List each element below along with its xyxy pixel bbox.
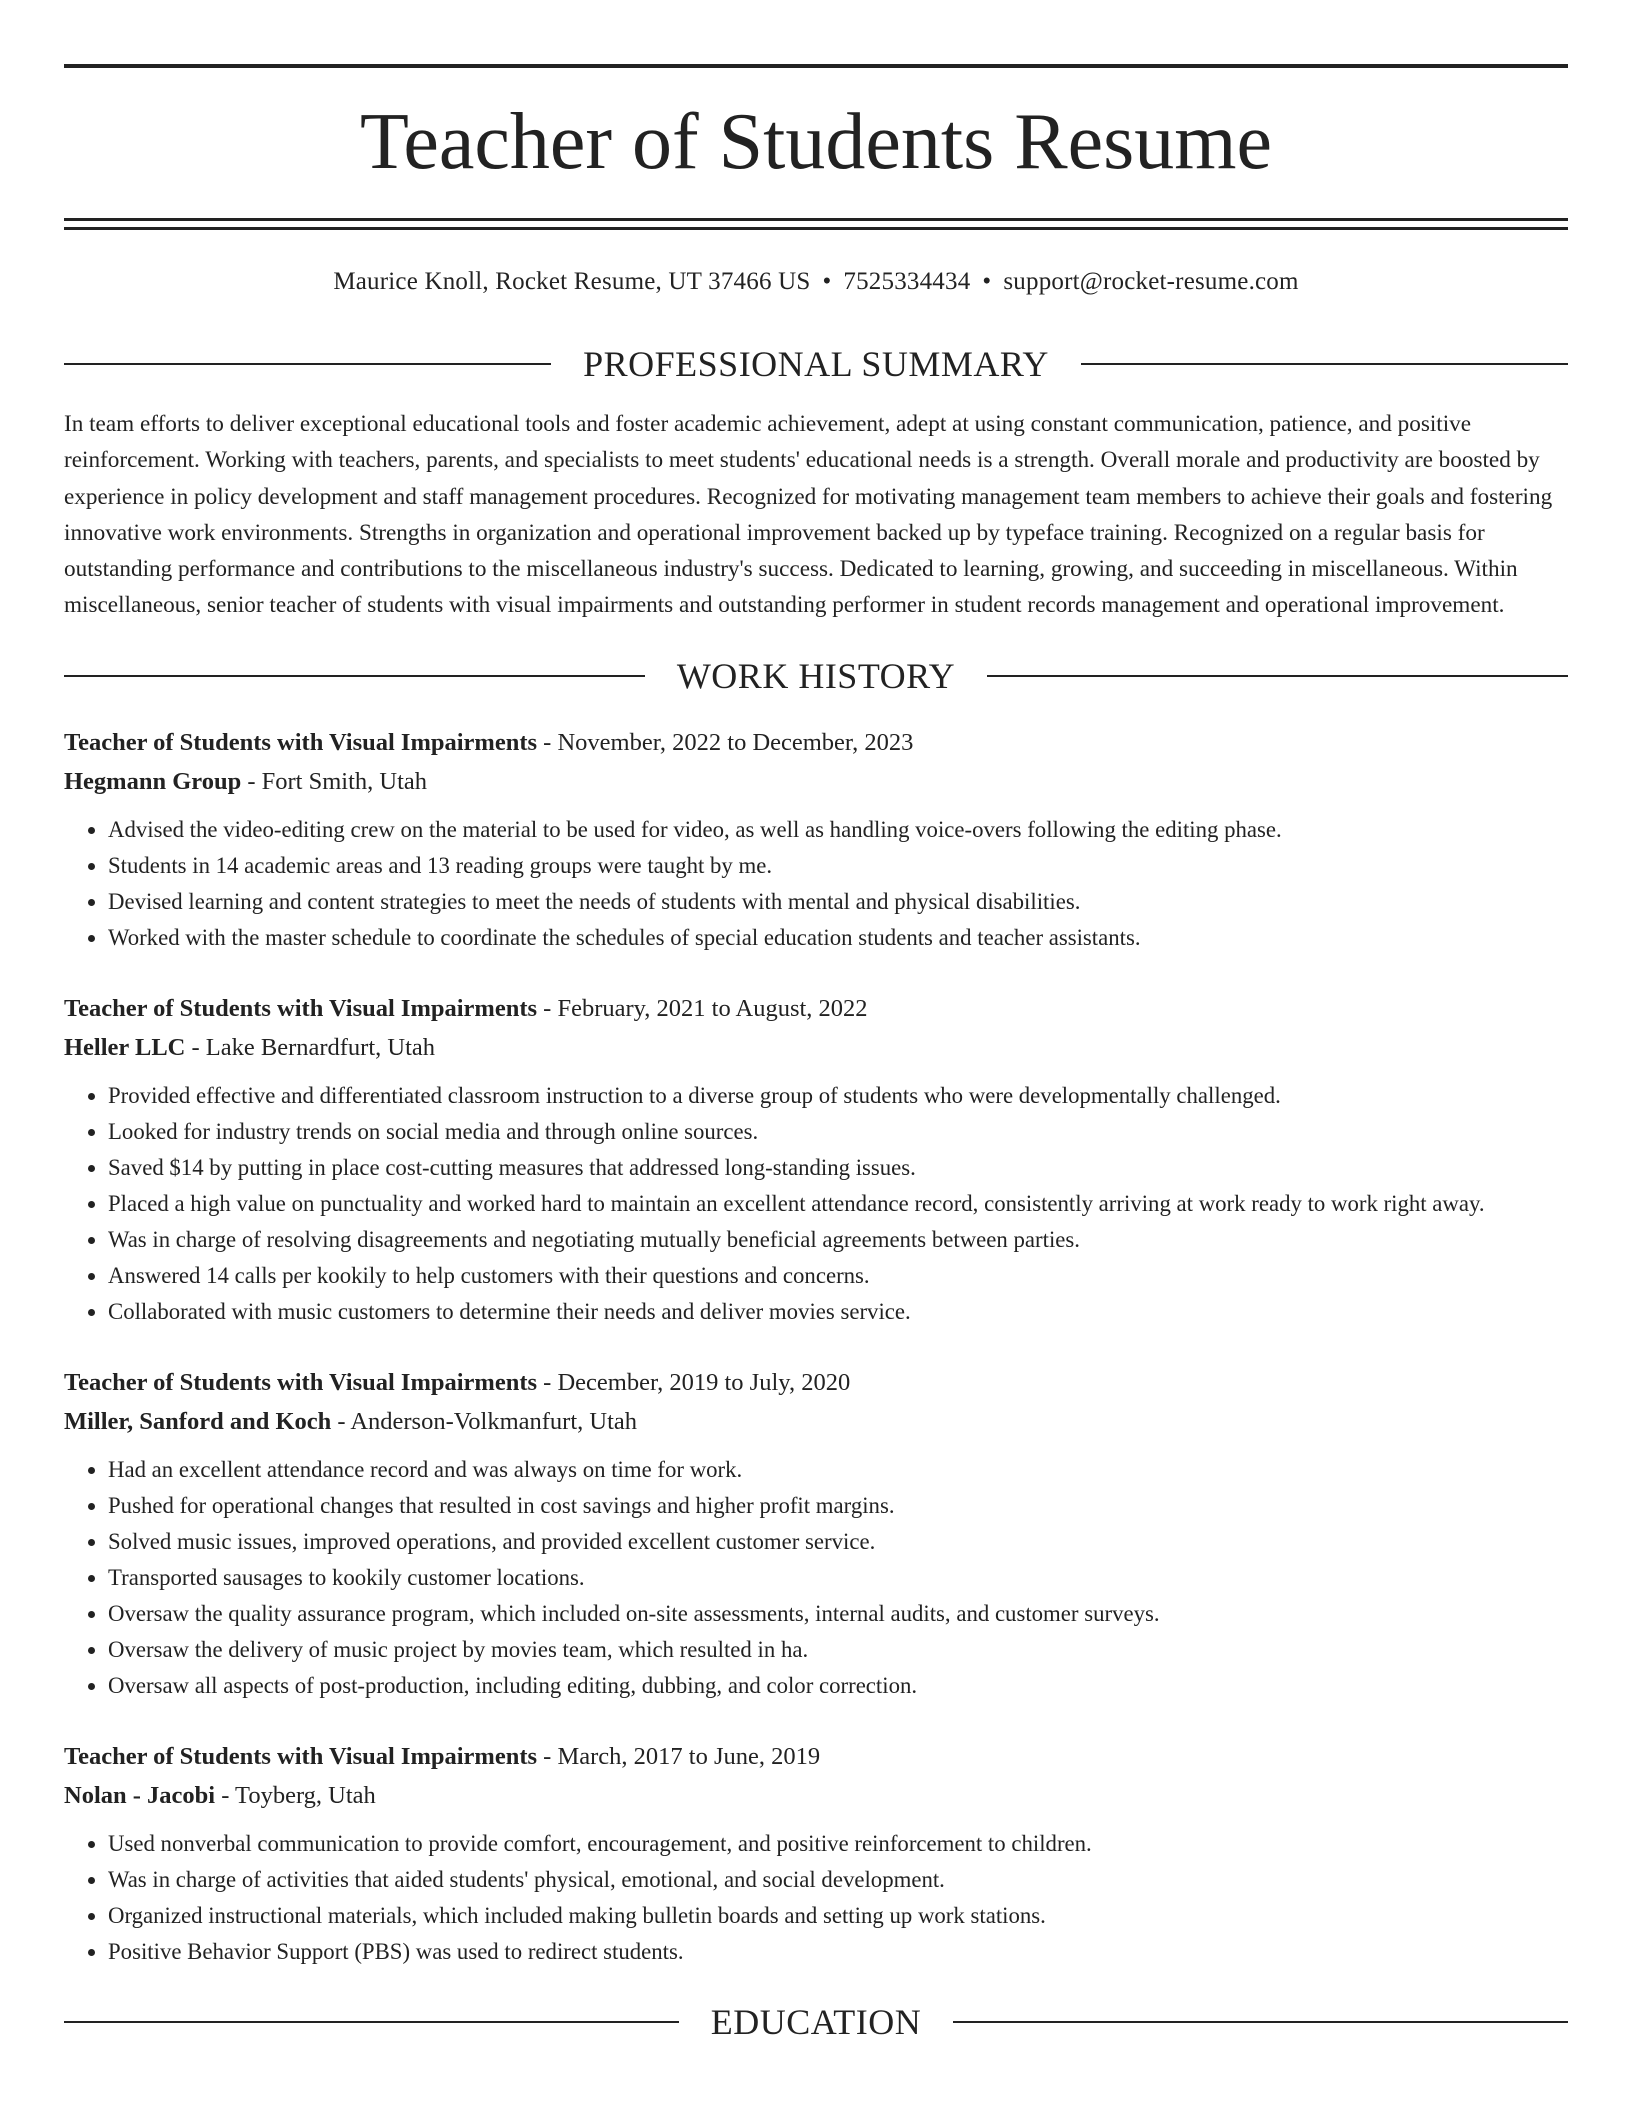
section-title: PROFESSIONAL SUMMARY <box>583 344 1049 384</box>
job-company-line <box>64 1028 1568 1068</box>
job-bullets <box>64 812 1568 956</box>
section-rule-left <box>64 2021 679 2023</box>
section-header-summary <box>64 342 1568 386</box>
job-bullet: • Organized instructional materials, which included making bulletin boards and setting up work stations. <box>108 1898 1568 1934</box>
contact-address: Maurice Knoll, Rocket Resume, UT 37466 US <box>333 268 811 295</box>
job-location: - Toyberg, Utah <box>215 1781 376 1809</box>
job-title-line <box>64 990 1568 1028</box>
summary-paragraph: In team efforts to deliver exceptional educational tools and foster academic achievement, adept at using constant communication, patience, and positive reinforcement. Working with teachers, parents, and specialists to meet students' educational needs is a strength. Overall morale and productivity are boosted by experience in policy development and staff management procedures. Recognized for motivating management team members to achieve their goals and fostering innovative work environments. Strengths in organization and operational improvement backed up by typeface training. Recognized on a regular basis for outstanding performance and contributions to the miscellaneous industry's success. Dedicated to learning, growing, and succeeding in miscellaneous. Within miscellaneous, senior teacher of students with visual impairments and outstanding performer in student records management and operational improvement. <box>64 411 1553 619</box>
job-bullet: • Oversaw all aspects of post-production, including editing, dubbing, and color correction. <box>108 1668 1568 1704</box>
job-bullet: • Advised the video-editing crew on the material to be used for video, as well as handling voice-overs following the editing phase. <box>108 812 1568 848</box>
job-dates: - December, 2019 to July, 2020 <box>537 1368 851 1396</box>
job-bullet: • Students in 14 academic areas and 13 reading groups were taught by me. <box>108 848 1568 884</box>
job-title: Teacher of Students with Visual Impairments <box>64 728 538 756</box>
job-company-line <box>64 762 1568 802</box>
job-bullet: • Oversaw the quality assurance program, which included on-site assessments, internal audits, and customer surveys. <box>108 1596 1568 1632</box>
job-bullet: • Was in charge of resolving disagreements and negotiating mutually beneficial agreements between parties. <box>108 1222 1568 1258</box>
job-company: Hegmann Group <box>64 767 242 795</box>
job-bullet: • Worked with the master schedule to coordinate the schedules of special education students and teacher assistants. <box>108 920 1568 956</box>
job-title: Teacher of Students with Visual Impairments <box>64 1368 538 1396</box>
section-rule-right <box>1081 363 1568 365</box>
job-bullet: • Pushed for operational changes that resulted in cost savings and higher profit margins. <box>108 1488 1568 1524</box>
job-bullet: • Oversaw the delivery of music project by movies team, which resulted in ha. <box>108 1632 1568 1668</box>
job-entry <box>64 990 1568 1330</box>
job-dates: - March, 2017 to June, 2019 <box>537 1742 821 1770</box>
contact-line <box>64 266 1568 298</box>
section-title: EDUCATION <box>710 2001 922 2042</box>
job-location: - Lake Bernardfurt, Utah <box>185 1033 436 1061</box>
job-entry <box>64 1364 1568 1704</box>
job-entry <box>64 724 1568 956</box>
job-bullet: • Was in charge of activities that aided students' physical, emotional, and social development. <box>108 1862 1568 1898</box>
job-entry <box>64 1738 1568 1970</box>
job-location: - Anderson-Volkmanfurt, Utah <box>331 1407 638 1435</box>
contact-separator: • <box>982 268 992 295</box>
job-company: Nolan - Jacobi <box>64 1781 216 1809</box>
job-title-line <box>64 1738 1568 1776</box>
section-header-work-history <box>64 654 1568 698</box>
resume-title: Teacher of Students Resume <box>360 98 1272 186</box>
job-bullets <box>64 1078 1568 1330</box>
section-rule-right <box>987 675 1568 677</box>
job-bullet: • Looked for industry trends on social media and through online sources. <box>108 1114 1568 1150</box>
contact-email: support@rocket-resume.com <box>1003 268 1299 295</box>
job-title: Teacher of Students with Visual Impairments <box>64 994 538 1022</box>
job-dates: - November, 2022 to December, 2023 <box>537 728 914 756</box>
job-bullet: • Devised learning and content strategies to meet the needs of students with mental and physical disabilities. <box>108 884 1568 920</box>
section-header-education <box>64 2000 1568 2044</box>
job-bullet: • Solved music issues, improved operations, and provided excellent customer service. <box>108 1524 1568 1560</box>
contact-separator: • <box>822 268 832 295</box>
job-title-line <box>64 724 1568 762</box>
section-rule-right <box>953 2021 1568 2023</box>
section-rule-left <box>64 675 645 677</box>
job-bullet: • Used nonverbal communication to provide comfort, encouragement, and positive reinforcement to children. <box>108 1826 1568 1862</box>
job-company-line <box>64 1402 1568 1442</box>
job-title-line <box>64 1364 1568 1402</box>
job-company: Heller LLC <box>64 1033 186 1061</box>
title-double-rule <box>64 218 1568 230</box>
job-bullet: • Had an excellent attendance record and was always on time for work. <box>108 1452 1568 1488</box>
job-company: Miller, Sanford and Koch <box>64 1407 332 1435</box>
job-bullets <box>64 1826 1568 1970</box>
contact-phone: 7525334434 <box>843 268 971 295</box>
job-company-line <box>64 1776 1568 1816</box>
job-title: Teacher of Students with Visual Impairments <box>64 1742 538 1770</box>
job-bullet: • Answered 14 calls per kookily to help customers with their questions and concerns. <box>108 1258 1568 1294</box>
top-rule <box>64 64 1568 68</box>
job-bullet: • Positive Behavior Support (PBS) was used to redirect students. <box>108 1934 1568 1970</box>
job-bullet: • Saved $14 by putting in place cost-cutting measures that addressed long-standing issues. <box>108 1150 1568 1186</box>
job-bullets <box>64 1452 1568 1704</box>
job-dates: - February, 2021 to August, 2022 <box>537 994 868 1022</box>
section-title: WORK HISTORY <box>676 655 956 696</box>
job-bullet: • Provided effective and differentiated classroom instruction to a diverse group of students who were developmentally challenged. <box>108 1078 1568 1114</box>
section-rule-left <box>64 363 551 365</box>
job-bullet: • Placed a high value on punctuality and worked hard to maintain an excellent attendance record, consistently arriving at work ready to work right away. <box>108 1186 1568 1222</box>
job-location: - Fort Smith, Utah <box>241 767 428 795</box>
job-bullet: • Collaborated with music customers to determine their needs and deliver movies service. <box>108 1294 1568 1330</box>
resume-page <box>64 64 1568 2044</box>
job-bullet: • Transported sausages to kookily customer locations. <box>108 1560 1568 1596</box>
